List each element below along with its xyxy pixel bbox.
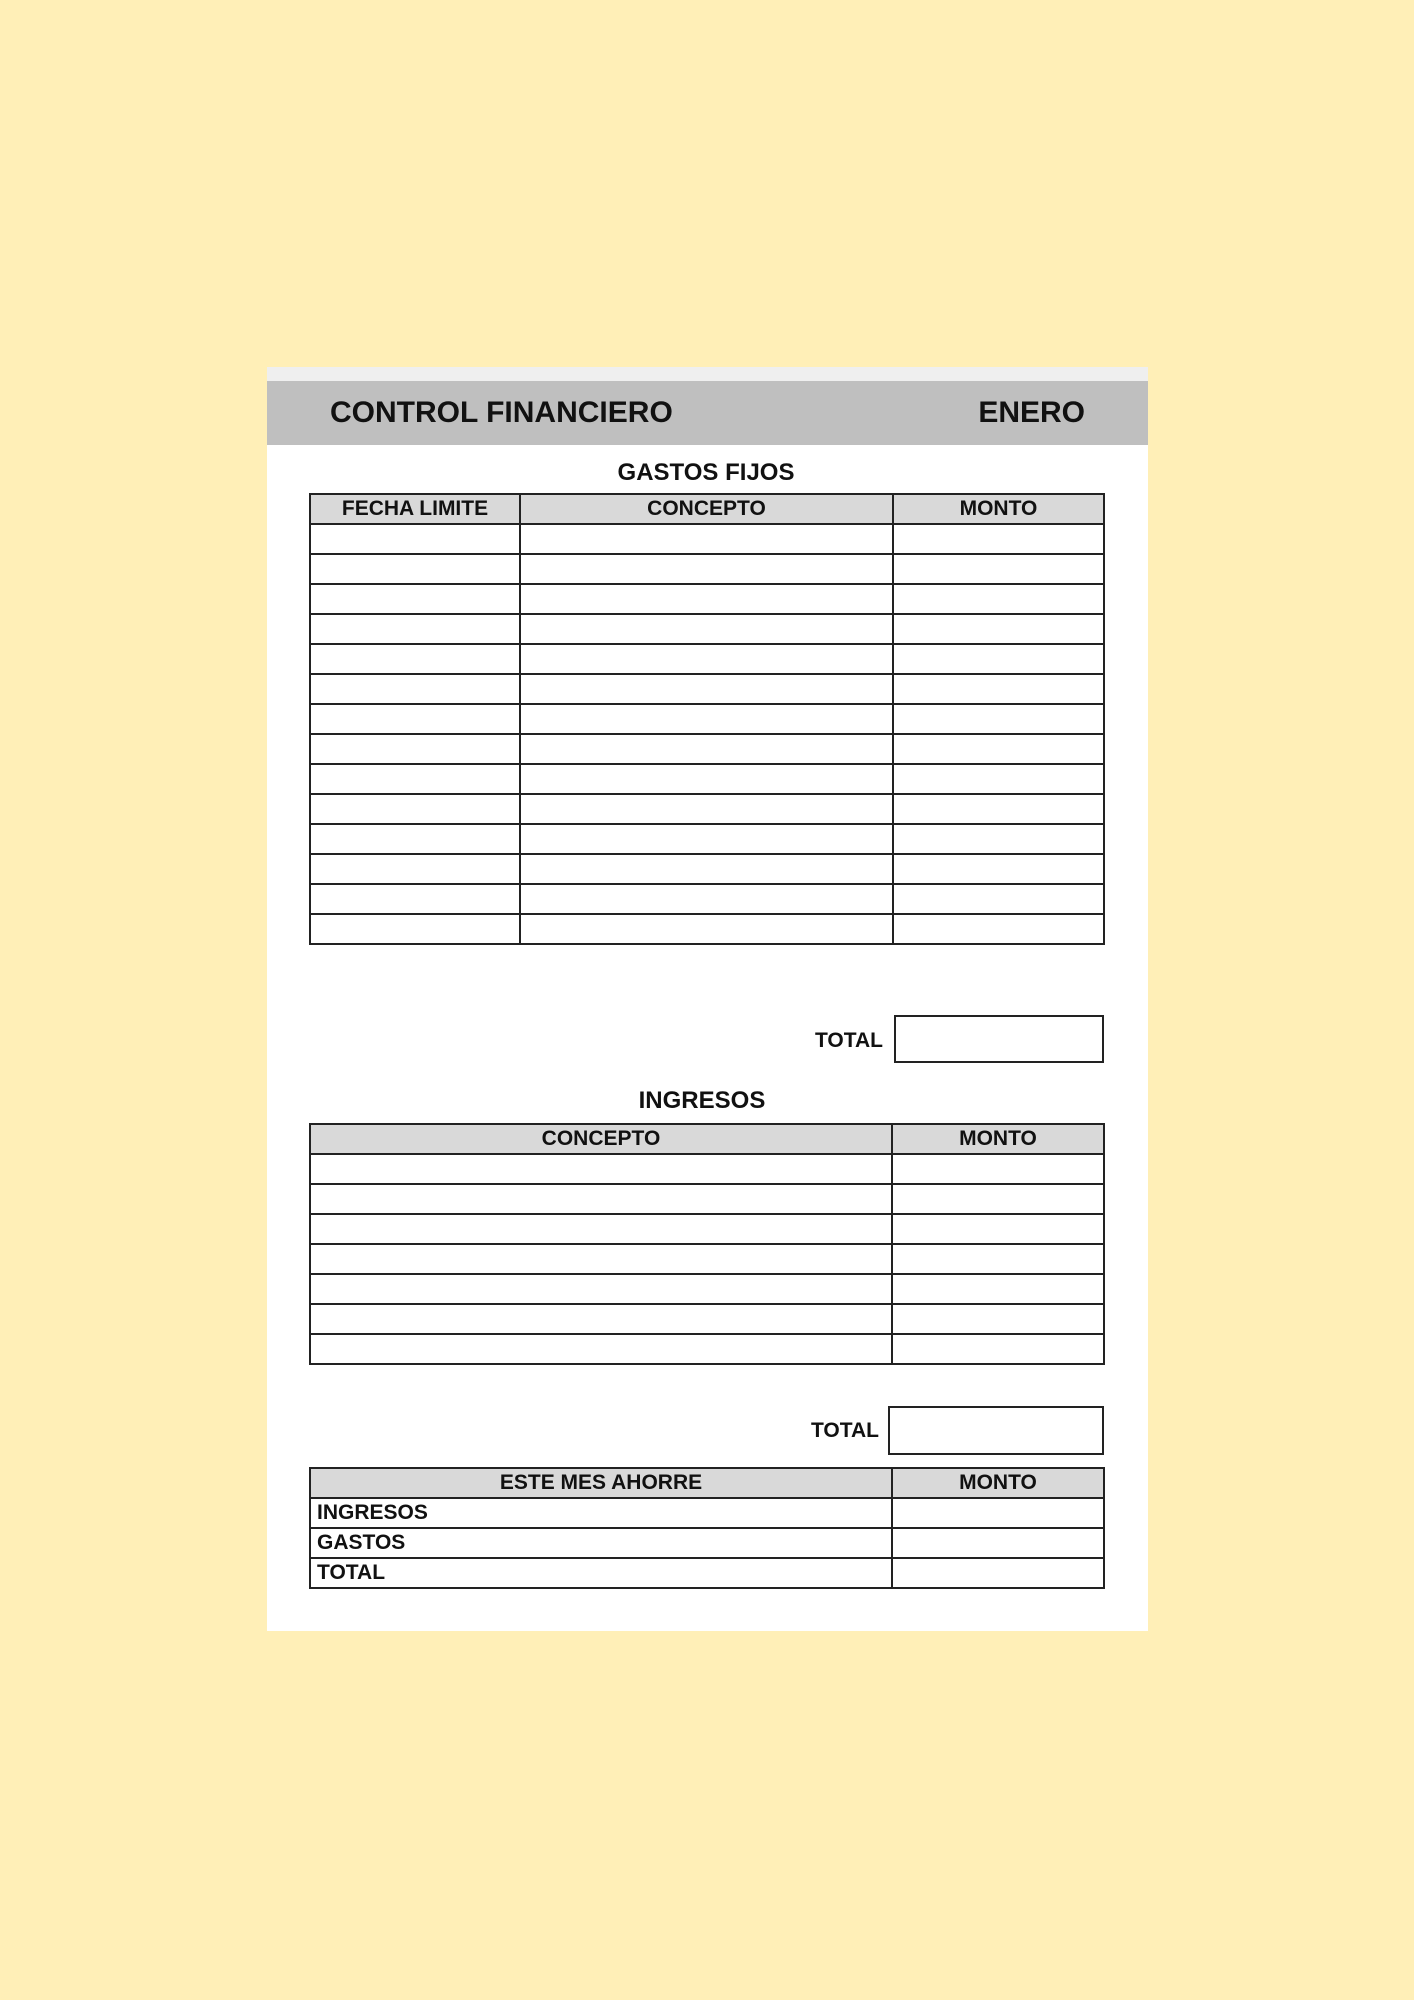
ahorro-monto-cell[interactable] bbox=[892, 1498, 1104, 1528]
gastos-fecha-limite-cell[interactable] bbox=[310, 884, 520, 914]
ahorro-row-label: TOTAL bbox=[310, 1558, 892, 1588]
gastos-fecha-limite-cell[interactable] bbox=[310, 914, 520, 944]
gastos-monto-cell[interactable] bbox=[893, 854, 1104, 884]
table-row bbox=[310, 1558, 1104, 1588]
gastos-concepto-cell[interactable] bbox=[520, 764, 893, 794]
gastos-concepto-cell[interactable] bbox=[520, 644, 893, 674]
gastos-concepto-cell[interactable] bbox=[520, 704, 893, 734]
gastos-concepto-cell[interactable] bbox=[520, 914, 893, 944]
gastos-fijos-table bbox=[309, 493, 1105, 945]
table-row bbox=[310, 884, 1104, 914]
table-row bbox=[310, 1304, 1104, 1334]
table-header-row bbox=[310, 1468, 1104, 1498]
ingresos-table bbox=[309, 1123, 1105, 1365]
ingresos-monto-cell[interactable] bbox=[892, 1244, 1104, 1274]
gastos-monto-cell[interactable] bbox=[893, 824, 1104, 854]
gastos-concepto-cell[interactable] bbox=[520, 674, 893, 704]
sheet-top-strip bbox=[267, 367, 1148, 381]
table-row bbox=[310, 1498, 1104, 1528]
ahorro-table bbox=[309, 1467, 1105, 1589]
ahorro-monto-cell[interactable] bbox=[892, 1558, 1104, 1588]
gastos-concepto-cell[interactable] bbox=[520, 524, 893, 554]
table-row bbox=[310, 824, 1104, 854]
column-header-monto: MONTO bbox=[892, 1124, 1104, 1154]
gastos-fecha-limite-cell[interactable] bbox=[310, 734, 520, 764]
page-title: CONTROL FINANCIERO bbox=[330, 396, 673, 429]
gastos-fecha-limite-cell[interactable] bbox=[310, 584, 520, 614]
ingresos-total-label: TOTAL bbox=[810, 1419, 879, 1442]
table-row bbox=[310, 644, 1104, 674]
gastos-concepto-cell[interactable] bbox=[520, 584, 893, 614]
ingresos-monto-cell[interactable] bbox=[892, 1154, 1104, 1184]
column-header-este-mes-ahorre: ESTE MES AHORRE bbox=[310, 1468, 892, 1498]
gastos-monto-cell[interactable] bbox=[893, 884, 1104, 914]
table-row bbox=[310, 794, 1104, 824]
table-row bbox=[310, 734, 1104, 764]
ingresos-concepto-cell[interactable] bbox=[310, 1184, 892, 1214]
gastos-monto-cell[interactable] bbox=[893, 584, 1104, 614]
table-row bbox=[310, 674, 1104, 704]
gastos-fecha-limite-cell[interactable] bbox=[310, 794, 520, 824]
ingresos-monto-cell[interactable] bbox=[892, 1214, 1104, 1244]
table-row bbox=[310, 914, 1104, 944]
table-row bbox=[310, 704, 1104, 734]
table-row bbox=[310, 764, 1104, 794]
finance-sheet bbox=[267, 367, 1148, 1631]
ingresos-total-field[interactable] bbox=[888, 1406, 1104, 1455]
gastos-concepto-cell[interactable] bbox=[520, 734, 893, 764]
gastos-monto-cell[interactable] bbox=[893, 524, 1104, 554]
table-row bbox=[310, 1334, 1104, 1364]
table-row bbox=[310, 554, 1104, 584]
gastos-fecha-limite-cell[interactable] bbox=[310, 824, 520, 854]
ingresos-title: INGRESOS bbox=[638, 1087, 766, 1114]
table-row bbox=[310, 1528, 1104, 1558]
table-row bbox=[310, 1154, 1104, 1184]
ingresos-monto-cell[interactable] bbox=[892, 1334, 1104, 1364]
gastos-fecha-limite-cell[interactable] bbox=[310, 644, 520, 674]
gastos-total-field[interactable] bbox=[894, 1015, 1104, 1063]
gastos-concepto-cell[interactable] bbox=[520, 824, 893, 854]
gastos-concepto-cell[interactable] bbox=[520, 554, 893, 584]
ingresos-concepto-cell[interactable] bbox=[310, 1154, 892, 1184]
ahorro-monto-cell[interactable] bbox=[892, 1528, 1104, 1558]
gastos-concepto-cell[interactable] bbox=[520, 794, 893, 824]
gastos-total-label: TOTAL bbox=[814, 1029, 883, 1052]
ingresos-concepto-cell[interactable] bbox=[310, 1304, 892, 1334]
gastos-fecha-limite-cell[interactable] bbox=[310, 614, 520, 644]
gastos-monto-cell[interactable] bbox=[893, 554, 1104, 584]
column-header-concepto: CONCEPTO bbox=[520, 494, 893, 524]
gastos-concepto-cell[interactable] bbox=[520, 884, 893, 914]
ingresos-concepto-cell[interactable] bbox=[310, 1334, 892, 1364]
ingresos-monto-cell[interactable] bbox=[892, 1304, 1104, 1334]
ahorro-row-label: INGRESOS bbox=[310, 1498, 892, 1528]
gastos-monto-cell[interactable] bbox=[893, 704, 1104, 734]
table-row bbox=[310, 1274, 1104, 1304]
ingresos-concepto-cell[interactable] bbox=[310, 1274, 892, 1304]
column-header-concepto: CONCEPTO bbox=[310, 1124, 892, 1154]
gastos-monto-cell[interactable] bbox=[893, 674, 1104, 704]
column-header-monto: MONTO bbox=[892, 1468, 1104, 1498]
gastos-fecha-limite-cell[interactable] bbox=[310, 704, 520, 734]
table-row bbox=[310, 1214, 1104, 1244]
table-row bbox=[310, 524, 1104, 554]
table-header-row bbox=[310, 494, 1104, 524]
table-row bbox=[310, 1184, 1104, 1214]
table-header-row bbox=[310, 1124, 1104, 1154]
column-header-fecha-limite: FECHA LIMITE bbox=[310, 494, 520, 524]
ahorro-row-label: GASTOS bbox=[310, 1528, 892, 1558]
gastos-monto-cell[interactable] bbox=[893, 734, 1104, 764]
gastos-fijos-title: GASTOS FIJOS bbox=[617, 459, 795, 486]
column-header-monto: MONTO bbox=[893, 494, 1104, 524]
gastos-fecha-limite-cell[interactable] bbox=[310, 524, 520, 554]
gastos-fecha-limite-cell[interactable] bbox=[310, 674, 520, 704]
table-row bbox=[310, 1244, 1104, 1274]
gastos-monto-cell[interactable] bbox=[893, 914, 1104, 944]
gastos-monto-cell[interactable] bbox=[893, 764, 1104, 794]
gastos-concepto-cell[interactable] bbox=[520, 614, 893, 644]
gastos-monto-cell[interactable] bbox=[893, 794, 1104, 824]
ingresos-monto-cell[interactable] bbox=[892, 1184, 1104, 1214]
ingresos-concepto-cell[interactable] bbox=[310, 1244, 892, 1274]
table-row bbox=[310, 854, 1104, 884]
month-label: ENERO bbox=[978, 396, 1085, 429]
gastos-fecha-limite-cell[interactable] bbox=[310, 854, 520, 884]
gastos-concepto-cell[interactable] bbox=[520, 854, 893, 884]
table-row bbox=[310, 584, 1104, 614]
gastos-fecha-limite-cell[interactable] bbox=[310, 554, 520, 584]
gastos-fecha-limite-cell[interactable] bbox=[310, 764, 520, 794]
gastos-monto-cell[interactable] bbox=[893, 614, 1104, 644]
ingresos-concepto-cell[interactable] bbox=[310, 1214, 892, 1244]
table-row bbox=[310, 614, 1104, 644]
ingresos-monto-cell[interactable] bbox=[892, 1274, 1104, 1304]
gastos-monto-cell[interactable] bbox=[893, 644, 1104, 674]
